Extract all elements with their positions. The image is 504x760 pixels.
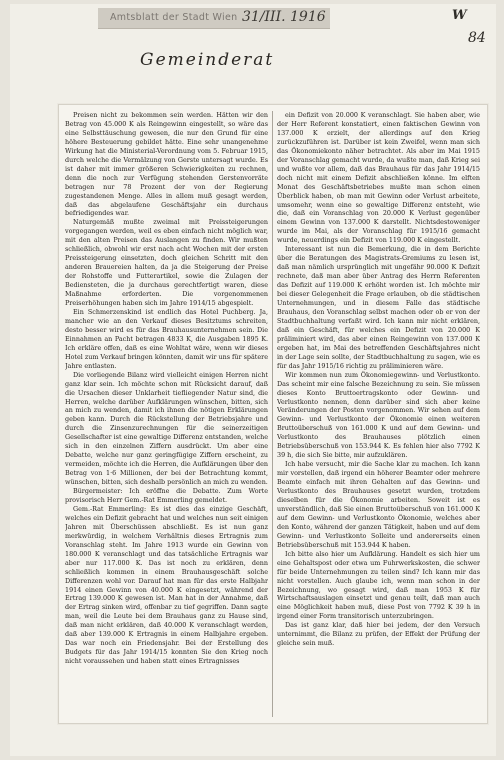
column-divider bbox=[272, 111, 273, 717]
paragraph: Das ist ganz klar, daß hier bei jedem, der den Versuch unternimmt, die Bilanz zu prüfen, der Effekt der Prüfung der gleiche sein muß. bbox=[277, 621, 480, 648]
left-column bbox=[65, 111, 268, 717]
newspaper-clipping bbox=[58, 104, 488, 724]
paragraph: Bürgermeister: Ich eröffne die Debatte. Zum Worte provisorisch Herr Gem.-Rat Emmerling gemeldet. bbox=[65, 487, 268, 504]
paragraph: Wir kommen nun zum Ökonomiegewinn- und Verlustkonto. Das scheint mir eine falsche Bezeichnung zu sein. Sie müssen dieses Konto Bruttoertragskonto oder Gewinn- und Verlustkonto nennen, denn darüber sind sich aber keine Veränderungen der Posten vorgenommen. Wir sehen auf dem Gewinn- und Verlustkonto der Ökonomie einen weiteren Bruttoüberschuß von 161.000 K und auf dem Gewinn- und Verlustkonto des Brauhauses plötzlich einen Betriebsüberschuß von 153.944 K. Es fehlen hier also 7792 K 39 h, die sich Sie bitte, mir aufzuklären. bbox=[277, 370, 480, 460]
header-source: Amtsblatt der Stadt Wien bbox=[110, 12, 238, 23]
paragraph: Ein Schmerzenskind ist endlich das Hotel Puchberg. Ja, mancher wie an den Verkauf dieses Besitztums schreiten, desto besser wird es für das Brauhausunternehmen sein. Die Einnahmen an Pacht betragen 4833 K, die Ausgaben 1895 K. Ich erkläre offen, daß es eine Wohltat wäre, wenn wir dieses Hotel zum Verkauf bringen könnten, damit wir uns für spätere Jahre entlasten. bbox=[65, 307, 268, 370]
right-column bbox=[277, 111, 480, 717]
paragraph: Naturgemäß mußte zweimal mit Preissteigerungen vorgegangen werden, weil es eben einfach nicht möglich war, mit den alten Preisen das Auslangen zu finden. Wir mußten schließlich, obwohl wir erst nach acht Wochen mit der ersten Preissteigerung einsetzten, doch gleichen Schritt mit den anderen Brauereien halten, da ja die Steigerung der Preise der Rohstoffe und Futterartikel, sowie die Zulagen der Bediensteten, die ja durchaus gerechtfertigt waren, diese Maßnahme erforderten. Die vorgenommenen Preiserhöhungen haben sich im Jahre 1914/15 abgespielt. bbox=[65, 218, 268, 308]
header-date: 31/III. 1916 bbox=[242, 9, 326, 25]
paragraph: Interessant ist nun die Bemerkung, die in dem Berichte über die Beratungen des Magistrats-Gremiums zu lesen ist, daß man nämlich ursprünglich mit ungefähr 90.000 K Defizit rechnete, daß man aber über Antrag des Herrn Referenten das Defizit auf 119.000 K erhöht worden ist. Ich möchte mir bei dieser Gelegenheit die Frage erlauben, ob die städtischen Unternehmungen, und in diesem Falle das städtische Brauhaus, den Voranschlag selbst machen oder ob er von der Stadtbuchhaltung verfaßt wird. Ich kann mir nicht erklären, daß ein Geschäft, für welches ein Defizit von 20.000 K präliminiert wird, das aber einen Reingewinn von 137.000 K ergeben hat, im Mai des betreffenden Geschäftsjahres nicht in der Lage sein sollte, der Stadtbuchhaltung zu sagen, wie es für das Jahr 1915/16 richtig zu präliminieren wäre. bbox=[277, 245, 480, 370]
paragraph: Gem.-Rat Emmerling: Es ist dies das einzige Geschäft, welches ein Defizit gebracht hat und welches nun seit einigen Jahren mit Überschüssen abschließt. Es ist nun ganz merkwürdig, in welchem Verhältnis dieses Ertragnis zum Voranschlag steht. Im Jahre 1913 wurde ein Gewinn von 180.000 K veranschlagt und das tatsächliche Ertragnis war aber nur 117.000 K. Das ist noch zu erklären, denn schließlich kommen in einem Brauhausgeschäft solche Differenzen wohl vor. Darauf hat man für das erste Halbjahr 1914 einen Gewinn von 40.000 K eingesetzt, während der Ertrag 139.000 K gewesen ist. Man hat in der Annahme, daß der Ertrag sinken wird, offenbar zu tief gegriffen. Dann sagte man, weil die Leute bei dem Brauhaus ganz zu Hause sind, daß man nicht erklären, daß 40.000 K veranschlagt werden, daß aber 139.000 K Ertragnis in einem Halbjahre ergeben. Das war noch ein Friedensjahr. Bei der Erstellung des Budgets für das Jahr 1914/15 konnten Sie den Krieg noch nicht voraussehen und haben statt eines Ertragnisses bbox=[65, 504, 268, 666]
paragraph: Preisen nicht zu bekommen sein werden. Hätten wir den Betrag von 45.000 K als Reingewinn eingestellt, so wäre das eine Selbsttäuschung gewesen, die nur den Grund für eine höhere Besteuerung gebildet hätte. Eine sehr unangenehme Wirkung hat die Ministerial-Verordnung vom 5. Februar 1915, durch welche die Vermälzung von Gerste untersagt wurde. Es ist daher mit immer größeren Schwierigkeiten zu rechnen, denn die noch zur Verfügung stehenden Gerstenvorräte betragen nur 78 Prozent der von der Regierung zugestandenen Menge. Alles in allem muß gesagt werden, daß das abgelaufene Geschäftsjahr ein durchaus befriedigendes war. bbox=[65, 111, 268, 218]
corner-mark: W bbox=[452, 8, 467, 23]
paragraph: ein Defizit von 20.000 K veranschlagt. Sie haben aber, wie der Herr Referent konstatiert, einen faktischen Gewinn von 137.000 K erzielt, der allerdings auf den Krieg zurückzuführen ist. Darüber ist kein Zweifel, wenn man sich das Ökonomiekonto näher betrachtet. Als aber im Mai 1915 der Voranschlag gemacht wurde, da wußte man, daß Krieg sei und wußte vor allem, daß das Brauhaus für das Jahr 1914/15 doch nicht mit einem Defizit abschließen könne. Im elften Monat des Geschäftsbetriebes mußte man schon einen Überblick haben, ob man mit Gewinn oder Verlust arbeitete, umsomehr, wenn eine so gewaltige Differenz entsteht, wie die, daß ein Voranschlag von 20.000 K Verlust gegenüber einem Gewinn von 137.000 K darstellt. Nichtsdestoweniger wurde im Mai, als der Voranschlag für 1915/16 gemacht wurde, neuerdings ein Defizit von 119.000 K eingestellt. bbox=[277, 111, 480, 245]
paragraph: Ich bitte also hier um Aufklärung. Handelt es sich hier um eine Gehaltspost oder etwa um Fuhrwerkskosten, die schwer für beide Unternehmungen zu teilen sind? Ich kann mir das nicht vorstellen. Auch glaube ich, wenn man schon in der Bezeichnung, wo gesagt wird, daß man 1953 K für Wirtschaftsauslagen einsetzt und genau teilt, daß man auch eine Möglichkeit haben muß, diese Post von 7792 K 39 h in irgend einer Form transitorisch unterzubringen. bbox=[277, 549, 480, 621]
archive-sheet bbox=[10, 4, 496, 756]
paragraph: Ich habe versucht, mir die Sache klar zu machen. Ich kann mir vorstellen, daß irgend ein höherer Beamter oder mehrere Beamte einfach mit ihren Gehalten auf das Gewinn- und Verlustkonto des Brauhauses gesetzt wurden, trotzdem dieselben für die Ökonomie arbeiten. Soweit ist es unverständlich, daß Sie einen Bruttoüberschuß von 161.000 K auf dem Gewinn- und Verlustkonto Ökonomie, welches aber den Konto, während der ganzen Tätigkeit, haben und auf dem Gewinn- und Verlustkonto Solleite und andererseits einen Betriebsüberschuß mit 153.944 K haben. bbox=[277, 460, 480, 549]
corner-number: 84 bbox=[468, 30, 486, 46]
handwritten-title: Gemeinderat bbox=[140, 50, 275, 70]
paragraph: Die vorliegende Bilanz wird vielleicht einigen Herren nicht ganz klar sein. Ich möchte schon mit Rücksicht darauf, daß die Ursachen dieser Unklarheit tiefliegender Natur sind, die Herren, welche darüber Aufklärungen wünschen, bitten, sich an mich zu wenden, damit ich ihnen die nötigen Erklärungen geben kann. Durch die Rückstellung der Betriebsjahre und durch die Zinsenzurechnungen für die seinerzeitigen Gesellschafter ist eine gewaltige Differenz entstanden, welche sich in den einzelnen Ziffern ausdrückt. Um aber eine Debatte, welche nur ganz geringfügige Ziffern erscheint, zu vermeiden, möchte ich die Herren, die Aufklärungen über den Betrag von 1·6 Millionen, der bei der Betrachtung kommt, wünschen, bitten, sich deshalb persönlich an mich zu wenden. bbox=[65, 370, 268, 487]
